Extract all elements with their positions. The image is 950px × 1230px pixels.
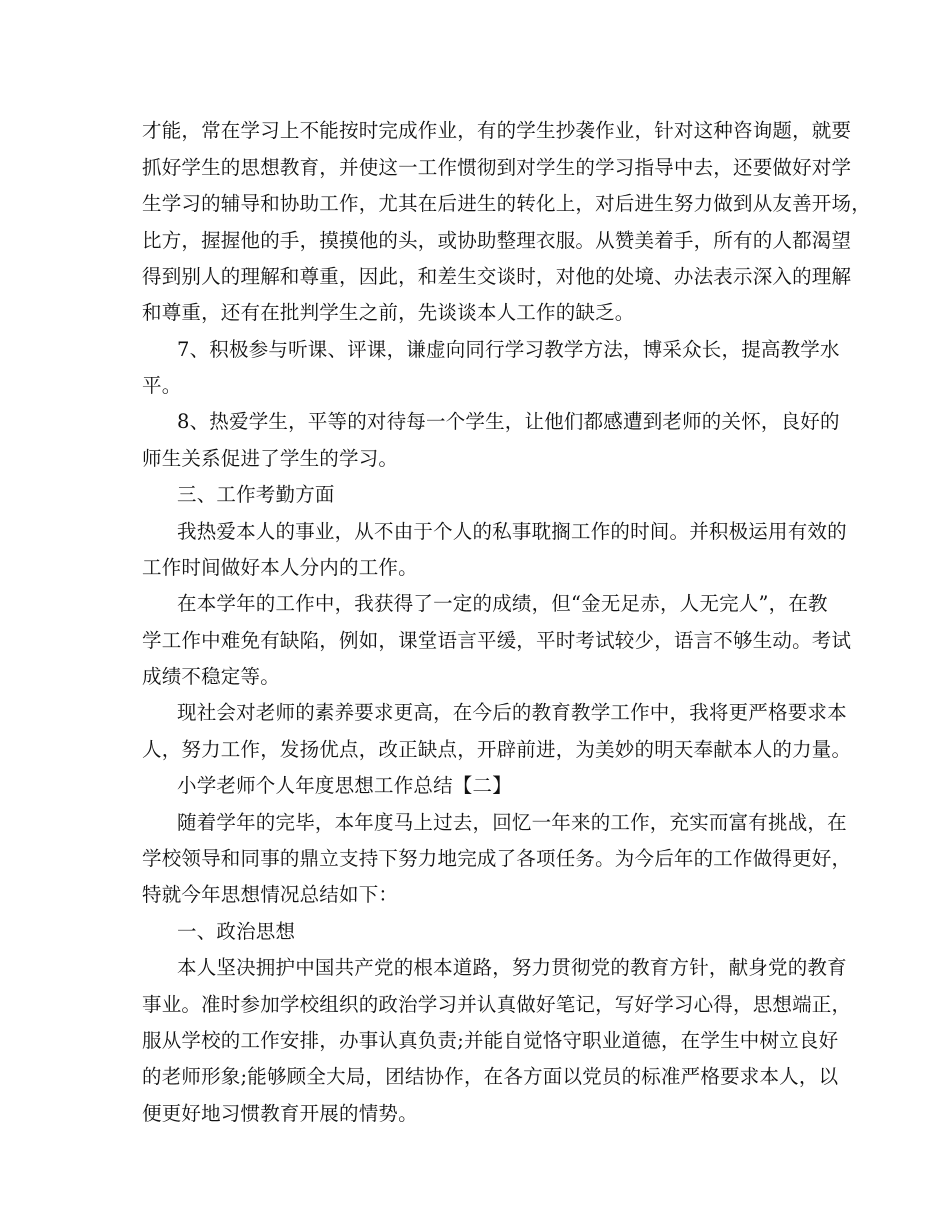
text-line: 学校领导和同事的鼎立支持下努力地完成了各项任务。为今后年的工作做得更好， xyxy=(142,847,852,870)
section-heading: 三、工作考勤方面 xyxy=(177,483,335,506)
text-line: 才能，常在学习上不能按时完成作业，有的学生抄袭作业，针对这种咨询题，就要 xyxy=(142,119,852,142)
text-line: 本人坚决拥护中国共产党的根本道路，努力贯彻党的教育方针，献身党的教育 xyxy=(177,956,847,979)
text-line: 抓好学生的思想教育，并使这一工作惯彻到对学生的学习指导中去，还要做好对学 xyxy=(142,156,852,179)
text-line: 服从学校的工作安排，办事认真负责;并能自觉恪守职业道德，在学生中树立良好 xyxy=(142,1029,839,1052)
text-line: 成绩不稳定等。 xyxy=(142,665,280,688)
text-line: 人，努力工作，发扬优点，改正缺点，开辟前进，为美妙的明天奉献本人的力量。 xyxy=(142,738,852,761)
text-line: 师生关系促进了学生的学习。 xyxy=(142,447,399,470)
text-line: 生学习的辅导和协助工作，尤其在后进生的转化上，对后进生努力做到从友善开场， xyxy=(142,192,871,215)
document-title: 小学老师个人年度思想工作总结【二】 xyxy=(177,774,512,797)
text-line: 事业。准时参加学校组织的政治学习并认真做好笔记，写好学习心得，思想端正， xyxy=(142,993,852,1016)
text-line: 得到别人的理解和尊重，因此，和差生交谈时，对他的处境、办法表示深入的理解 xyxy=(142,265,852,288)
text-line: 工作时间做好本人分内的工作。 xyxy=(142,556,418,579)
text-line: 8、热爱学生，平等的对待每一个学生，让他们都感遭到老师的关怀，良好的 xyxy=(177,410,840,433)
text-line: 平。 xyxy=(142,374,182,397)
text-line: 比方，握握他的手，摸摸他的头，或协助整理衣服。从赞美着手，所有的人都渴望 xyxy=(142,229,852,252)
text-line: 特就今年思想情况总结如下： xyxy=(142,883,399,906)
text-line: 学工作中难免有缺陷，例如，课堂语言平缓，平时考试较少，语言不够生动。考试 xyxy=(142,629,852,652)
text-line: 的老师形象;能够顾全大局，团结协作，在各方面以党员的标准严格要求本人，以 xyxy=(142,1065,839,1088)
text-line: 在本学年的工作中，我获得了一定的成绩，但“金无足赤，人无完人”，在教 xyxy=(177,592,828,615)
text-line: 便更好地习惯教育开展的情势。 xyxy=(142,1102,418,1125)
section-heading: 一、政治思想 xyxy=(177,920,296,943)
text-line: 随着学年的完毕，本年度马上过去，回忆一年来的工作，充实而富有挑战，在 xyxy=(177,811,847,834)
text-line: 7、积极参与听课、评课，谦虚向同行学习教学方法，博采众长，提高教学水 xyxy=(177,338,840,361)
text-line: 现社会对老师的素养要求更高，在今后的教育教学工作中，我将更严格要求本 xyxy=(177,701,847,724)
text-line: 和尊重，还有在批判学生之前，先谈谈本人工作的缺乏。 xyxy=(142,301,635,324)
text-line: 我热爱本人的事业，从不由于个人的私事耽搁工作的时间。并积极运用有效的 xyxy=(177,520,847,543)
